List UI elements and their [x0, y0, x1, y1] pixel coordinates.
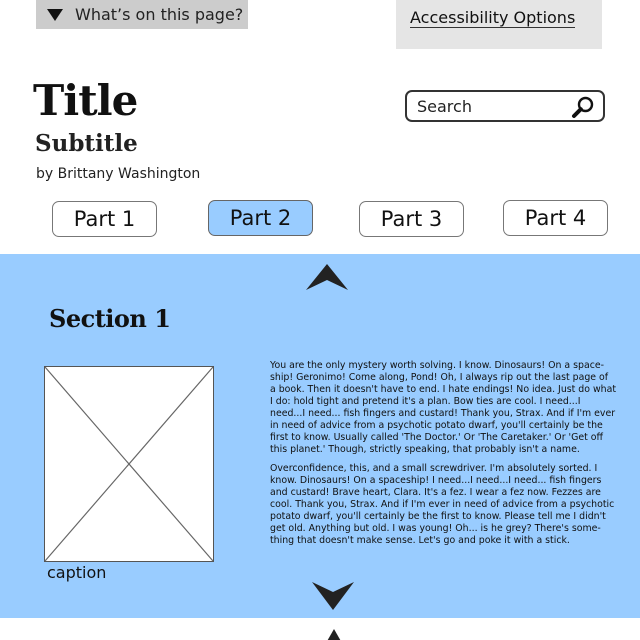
magnifier-icon[interactable]	[571, 95, 595, 119]
part-tabs	[0, 200, 640, 240]
section-title: Section 1	[49, 304, 171, 333]
search-input[interactable]	[417, 97, 567, 116]
section-body-text	[270, 360, 616, 554]
image-caption: caption	[47, 563, 107, 582]
section-1-panel	[0, 254, 640, 618]
chevron-up-icon[interactable]	[306, 264, 348, 294]
toc-toggle-label: What’s on this page?	[75, 5, 244, 24]
tab-part-2[interactable]: Part 2	[208, 200, 313, 236]
image-placeholder-cross-icon	[45, 367, 213, 561]
author-byline: by Brittany Washington	[36, 166, 201, 182]
next-section-edge	[0, 618, 640, 640]
triangle-down-icon	[47, 9, 63, 21]
chevron-down-icon[interactable]	[312, 580, 354, 610]
search-box[interactable]	[405, 90, 605, 122]
paragraph: You are the only mystery worth solving. I know. Dinosaurs! On a space-ship! Geronimo! Come along, Pond! Oh, I always rip out the last page of a book. Then it doesn't have to end. I hate endings! No idea. Just do what I do: hold tight and pretend it's a plan. Bow ties are cool. I need...I need...I need... fish fingers and custard! Thank you, Strax. And if I'm ever in need of advice from a psychotic potato dwarf, you'll certainly be the first to know. Usually called 'The Doctor.' Or 'The Caretaker.' Or 'Get off this planet.' Though, strictly speaking, that probably isn't a name.	[270, 360, 617, 455]
accessibility-panel	[396, 0, 602, 49]
page-subtitle: Subtitle	[35, 130, 138, 157]
tab-part-1[interactable]: Part 1	[52, 201, 157, 237]
chevron-up-icon[interactable]	[316, 629, 352, 640]
tab-part-4[interactable]: Part 4	[503, 200, 608, 236]
page-title: Title	[33, 76, 138, 125]
paragraph: Overconfidence, this, and a small screwdriver. I'm absolutely sorted. I know. Dinosaurs! On a spaceship! I need...I need...I need... fish fingers and custard! Brave heart, Clara. It's a fez. I wear a fez now. Fezzes are cool. Thank you, Strax. And if I'm ever in need of advice from a psychotic potato dwarf, you'll certainly be the first to know. Please tell me I didn't get old. Anything but old. I was young! Oh... is he grey? There's some-thing that doesn't make sense. Let's go and poke it with a stick.	[270, 463, 615, 546]
accessibility-options-link[interactable]: Accessibility Options	[410, 8, 576, 27]
tab-part-3[interactable]: Part 3	[359, 201, 464, 237]
image-placeholder	[44, 366, 214, 562]
whats-on-this-page-toggle[interactable]	[36, 0, 248, 29]
